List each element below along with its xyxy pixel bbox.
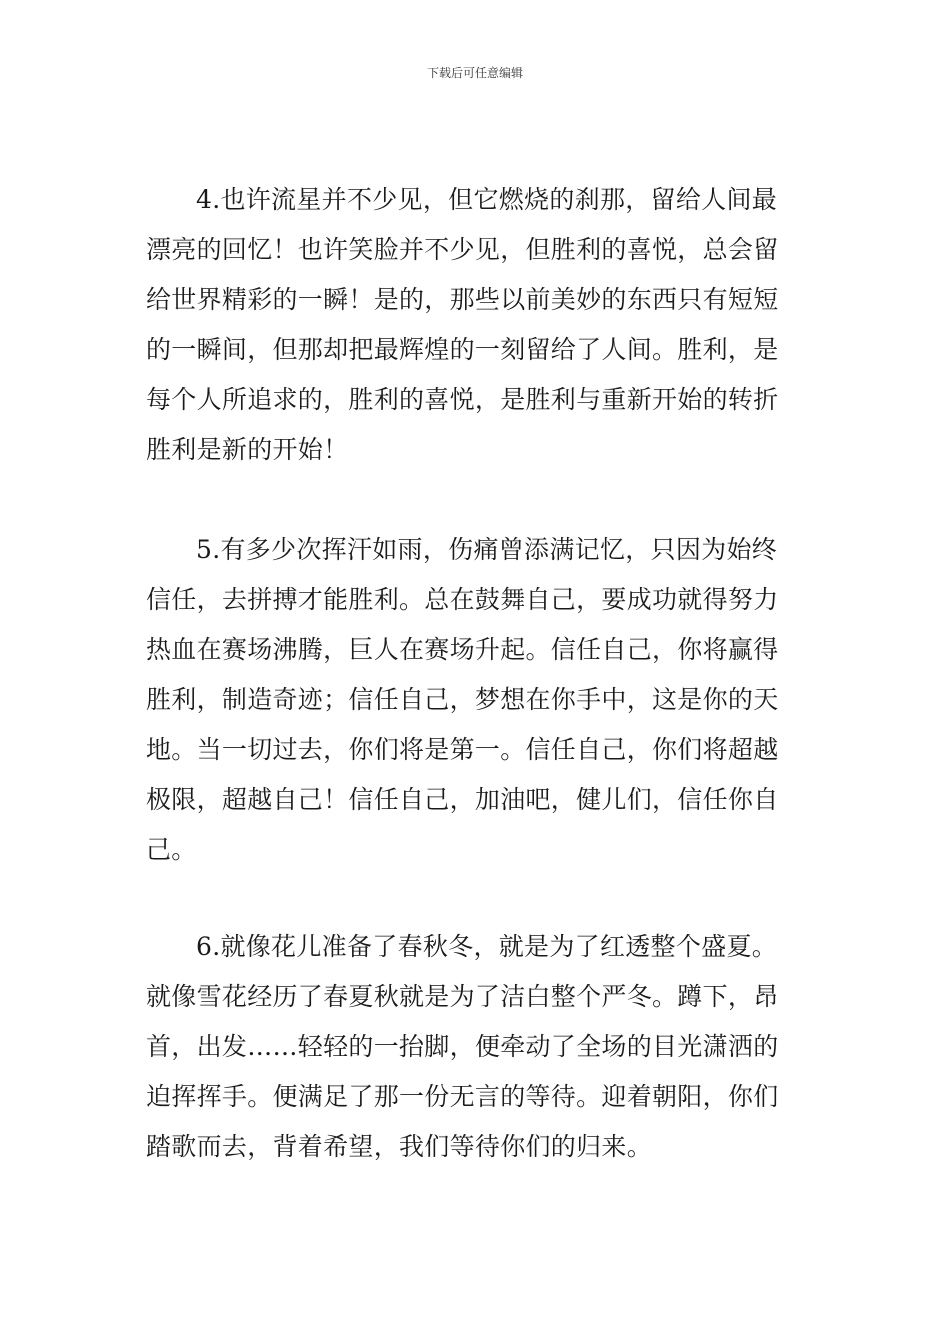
paragraph-5-line-1: 5.有多少次挥汗如雨，伤痛曾添满记忆，只因为始终 — [196, 535, 778, 564]
paragraph-4-line-6: 胜利是新的开始！ — [146, 435, 349, 464]
paragraph-5-line-3: 热血在赛场沸腾，巨人在赛场升起。信任自己，你将赢得 — [146, 635, 779, 664]
paragraph-6-line-5: 踏歌而去，背着希望，我们等待你们的归来。 — [146, 1132, 653, 1161]
paragraph-6-line-4: 迫挥挥手。便满足了那一份无言的等待。迎着朝阳，你们 — [146, 1082, 779, 1111]
paragraph-6-line-3: 首，出发……轻轻的一抬脚，便牵动了全场的目光潇洒的 — [146, 1032, 779, 1061]
paragraph-5-line-4: 胜利，制造奇迹；信任自己，梦想在你手中，这是你的天 — [146, 685, 779, 714]
page-header: 下载后可任意编辑 — [426, 66, 523, 80]
paragraph-6-line-1: 6.就像花儿准备了春秋冬，就是为了红透整个盛夏。 — [196, 932, 778, 961]
paragraph-4-line-4: 的一瞬间，但那却把最辉煌的一刻留给了人间。胜利，是 — [146, 335, 779, 364]
paragraph-4-line-5: 每个人所追求的，胜利的喜悦，是胜利与重新开始的转折 — [146, 385, 779, 414]
paragraph-5-line-2: 信任，去拼搏才能胜利。总在鼓舞自己，要成功就得努力 — [146, 585, 779, 614]
paragraph-5-line-5: 地。当一切过去，你们将是第一。信任自己，你们将超越 — [146, 735, 779, 764]
paragraph-5-line-6: 极限，超越自己！信任自己，加油吧，健儿们，信任你自 — [146, 785, 779, 814]
paragraph-4-line-3: 给世界精彩的一瞬！是的，那些以前美妙的东西只有短短 — [146, 285, 779, 314]
paragraph-4-line-1: 4.也许流星并不少见，但它燃烧的刹那，留给人间最 — [196, 185, 778, 214]
paragraph-5-line-7: 己。 — [146, 835, 197, 864]
paragraph-4-line-2: 漂亮的回忆！也许笑脸并不少见，但胜利的喜悦，总会留 — [146, 235, 779, 264]
paragraph-6-line-2: 就像雪花经历了春夏秋就是为了洁白整个严冬。蹲下，昂 — [146, 982, 779, 1011]
